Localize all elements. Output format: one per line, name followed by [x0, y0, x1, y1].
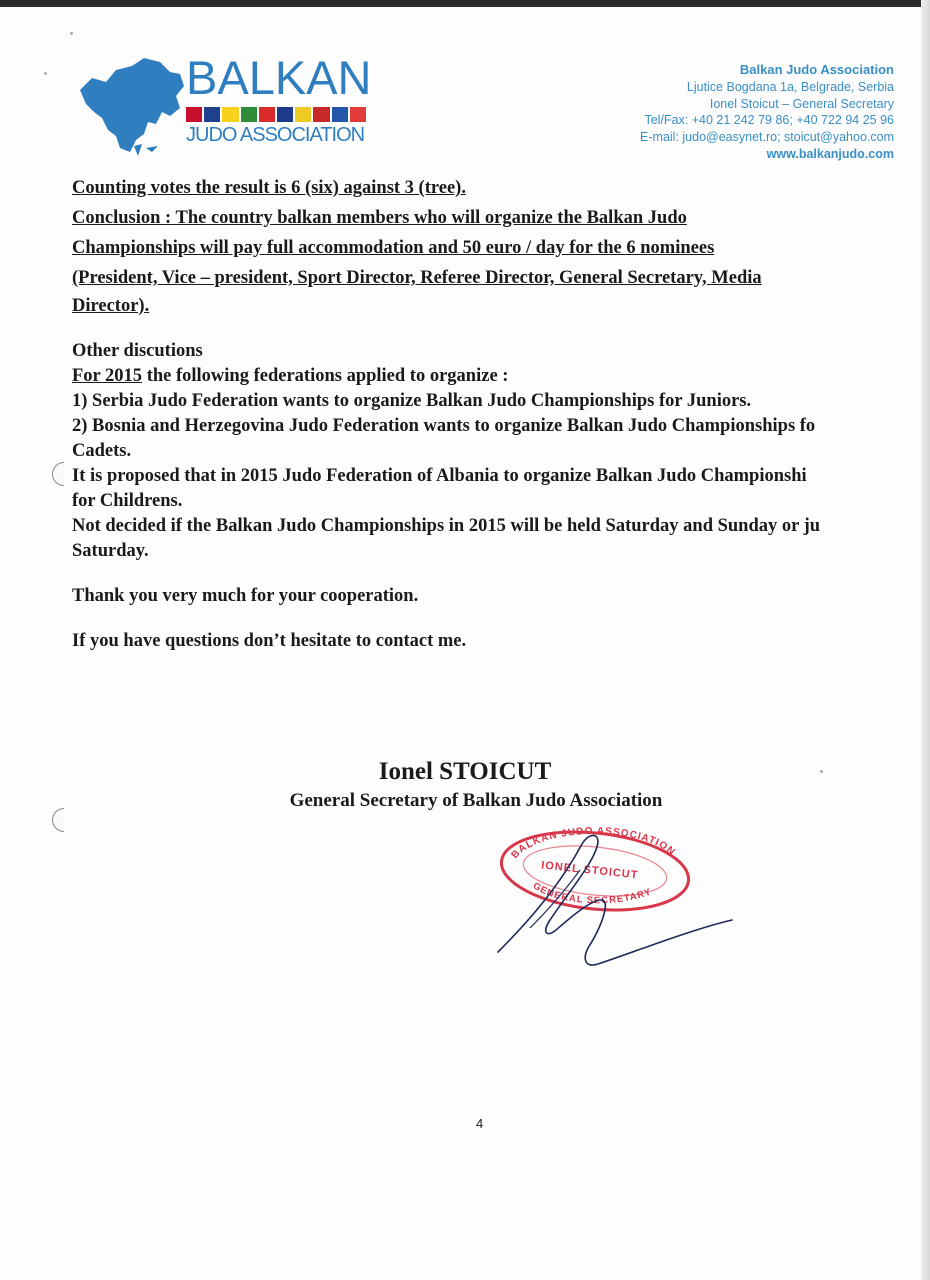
letterhead-tel: Tel/Fax: +40 21 242 79 86; +40 722 94 25 96	[644, 113, 894, 128]
balkan-map-icon	[72, 52, 192, 162]
letterhead-email: E-mail: judo@easynet.ro; stoicut@yahoo.com	[640, 130, 894, 145]
list-item-cont: Cadets.	[72, 441, 132, 461]
flag-icon	[295, 107, 311, 122]
letterhead-contact	[640, 62, 894, 163]
flag-icon	[204, 107, 220, 122]
handwritten-signature	[490, 830, 740, 975]
letterhead-org: Balkan Judo Association	[739, 62, 894, 77]
flag-icon	[313, 107, 329, 122]
letter-body	[72, 176, 930, 654]
flag-icon	[350, 107, 366, 122]
contact-line: If you have questions don’t hesitate to contact me.	[72, 631, 467, 651]
letterhead-person: Ionel Stoicut – General Secretary	[709, 96, 894, 111]
flag-icon	[259, 107, 275, 122]
flag-icon	[186, 107, 202, 122]
conclusion-line: Championships will pay full accommodation and 50 euro / day for the 6 nominees	[72, 238, 715, 258]
stamp-middle-text: IONEL STOICUT	[540, 859, 639, 882]
stamp-top-text: BALKAN JUDO ASSOCIATION	[509, 826, 678, 861]
stamp-bottom-text: GENERAL SECRETARY	[530, 880, 654, 907]
letterhead-website: www.balkanjudo.com	[766, 146, 894, 161]
proposal-line: It is proposed that in 2015 Judo Federation of Albania to organize Balkan Judo Championshi	[72, 466, 807, 486]
applied-line	[72, 364, 930, 389]
other-discussions-heading: Other discutions	[72, 341, 203, 361]
signatory-name: Ionel STOICUT	[378, 758, 552, 785]
thanks-line: Thank you very much for your cooperation.	[72, 586, 419, 606]
flag-icon	[241, 107, 257, 122]
list-item: 2) Bosnia and Herzegovina Judo Federation wants to organize Balkan Judo Championships fo	[72, 416, 816, 436]
flag-icon	[222, 107, 238, 122]
scan-speck	[44, 72, 47, 75]
not-decided-line: Not decided if the Balkan Judo Championships in 2015 will be held Saturday and Sunday or ju	[72, 516, 821, 536]
letterhead-address: Ljutice Bogdana 1a, Belgrade, Serbia	[686, 79, 894, 94]
page-number: 4	[476, 1116, 484, 1131]
votes-result: Counting votes the result is 6 (six) against 3 (tree).	[72, 178, 466, 198]
list-item: 1) Serbia Judo Federation wants to organize Balkan Judo Championships for Juniors.	[72, 391, 752, 411]
scan-top-edge	[0, 0, 930, 7]
signatory-title: General Secretary of Balkan Judo Association	[289, 790, 663, 811]
logo-wordmark: BALKAN	[186, 51, 372, 104]
logo-subtitle: JUDO ASSOCIATION	[186, 124, 365, 146]
not-decided-line-cont: Saturday.	[72, 541, 149, 561]
flag-icon	[277, 107, 293, 122]
proposal-line-cont: for Childrens.	[72, 491, 183, 511]
applied-text: the following federations applied to organize :	[142, 366, 509, 386]
conclusion-line: (President, Vice – president, Sport Director, Referee Director, General Secretary, Media	[72, 268, 762, 288]
year-label: For 2015	[72, 366, 143, 386]
conclusion-line: Conclusion : The country balkan members who will organize the Balkan Judo	[72, 208, 687, 228]
scan-speck	[70, 32, 73, 35]
conclusion-line: Director).	[72, 296, 150, 316]
flag-icon	[332, 107, 348, 122]
association-logo	[72, 52, 372, 162]
member-flags	[186, 107, 366, 122]
